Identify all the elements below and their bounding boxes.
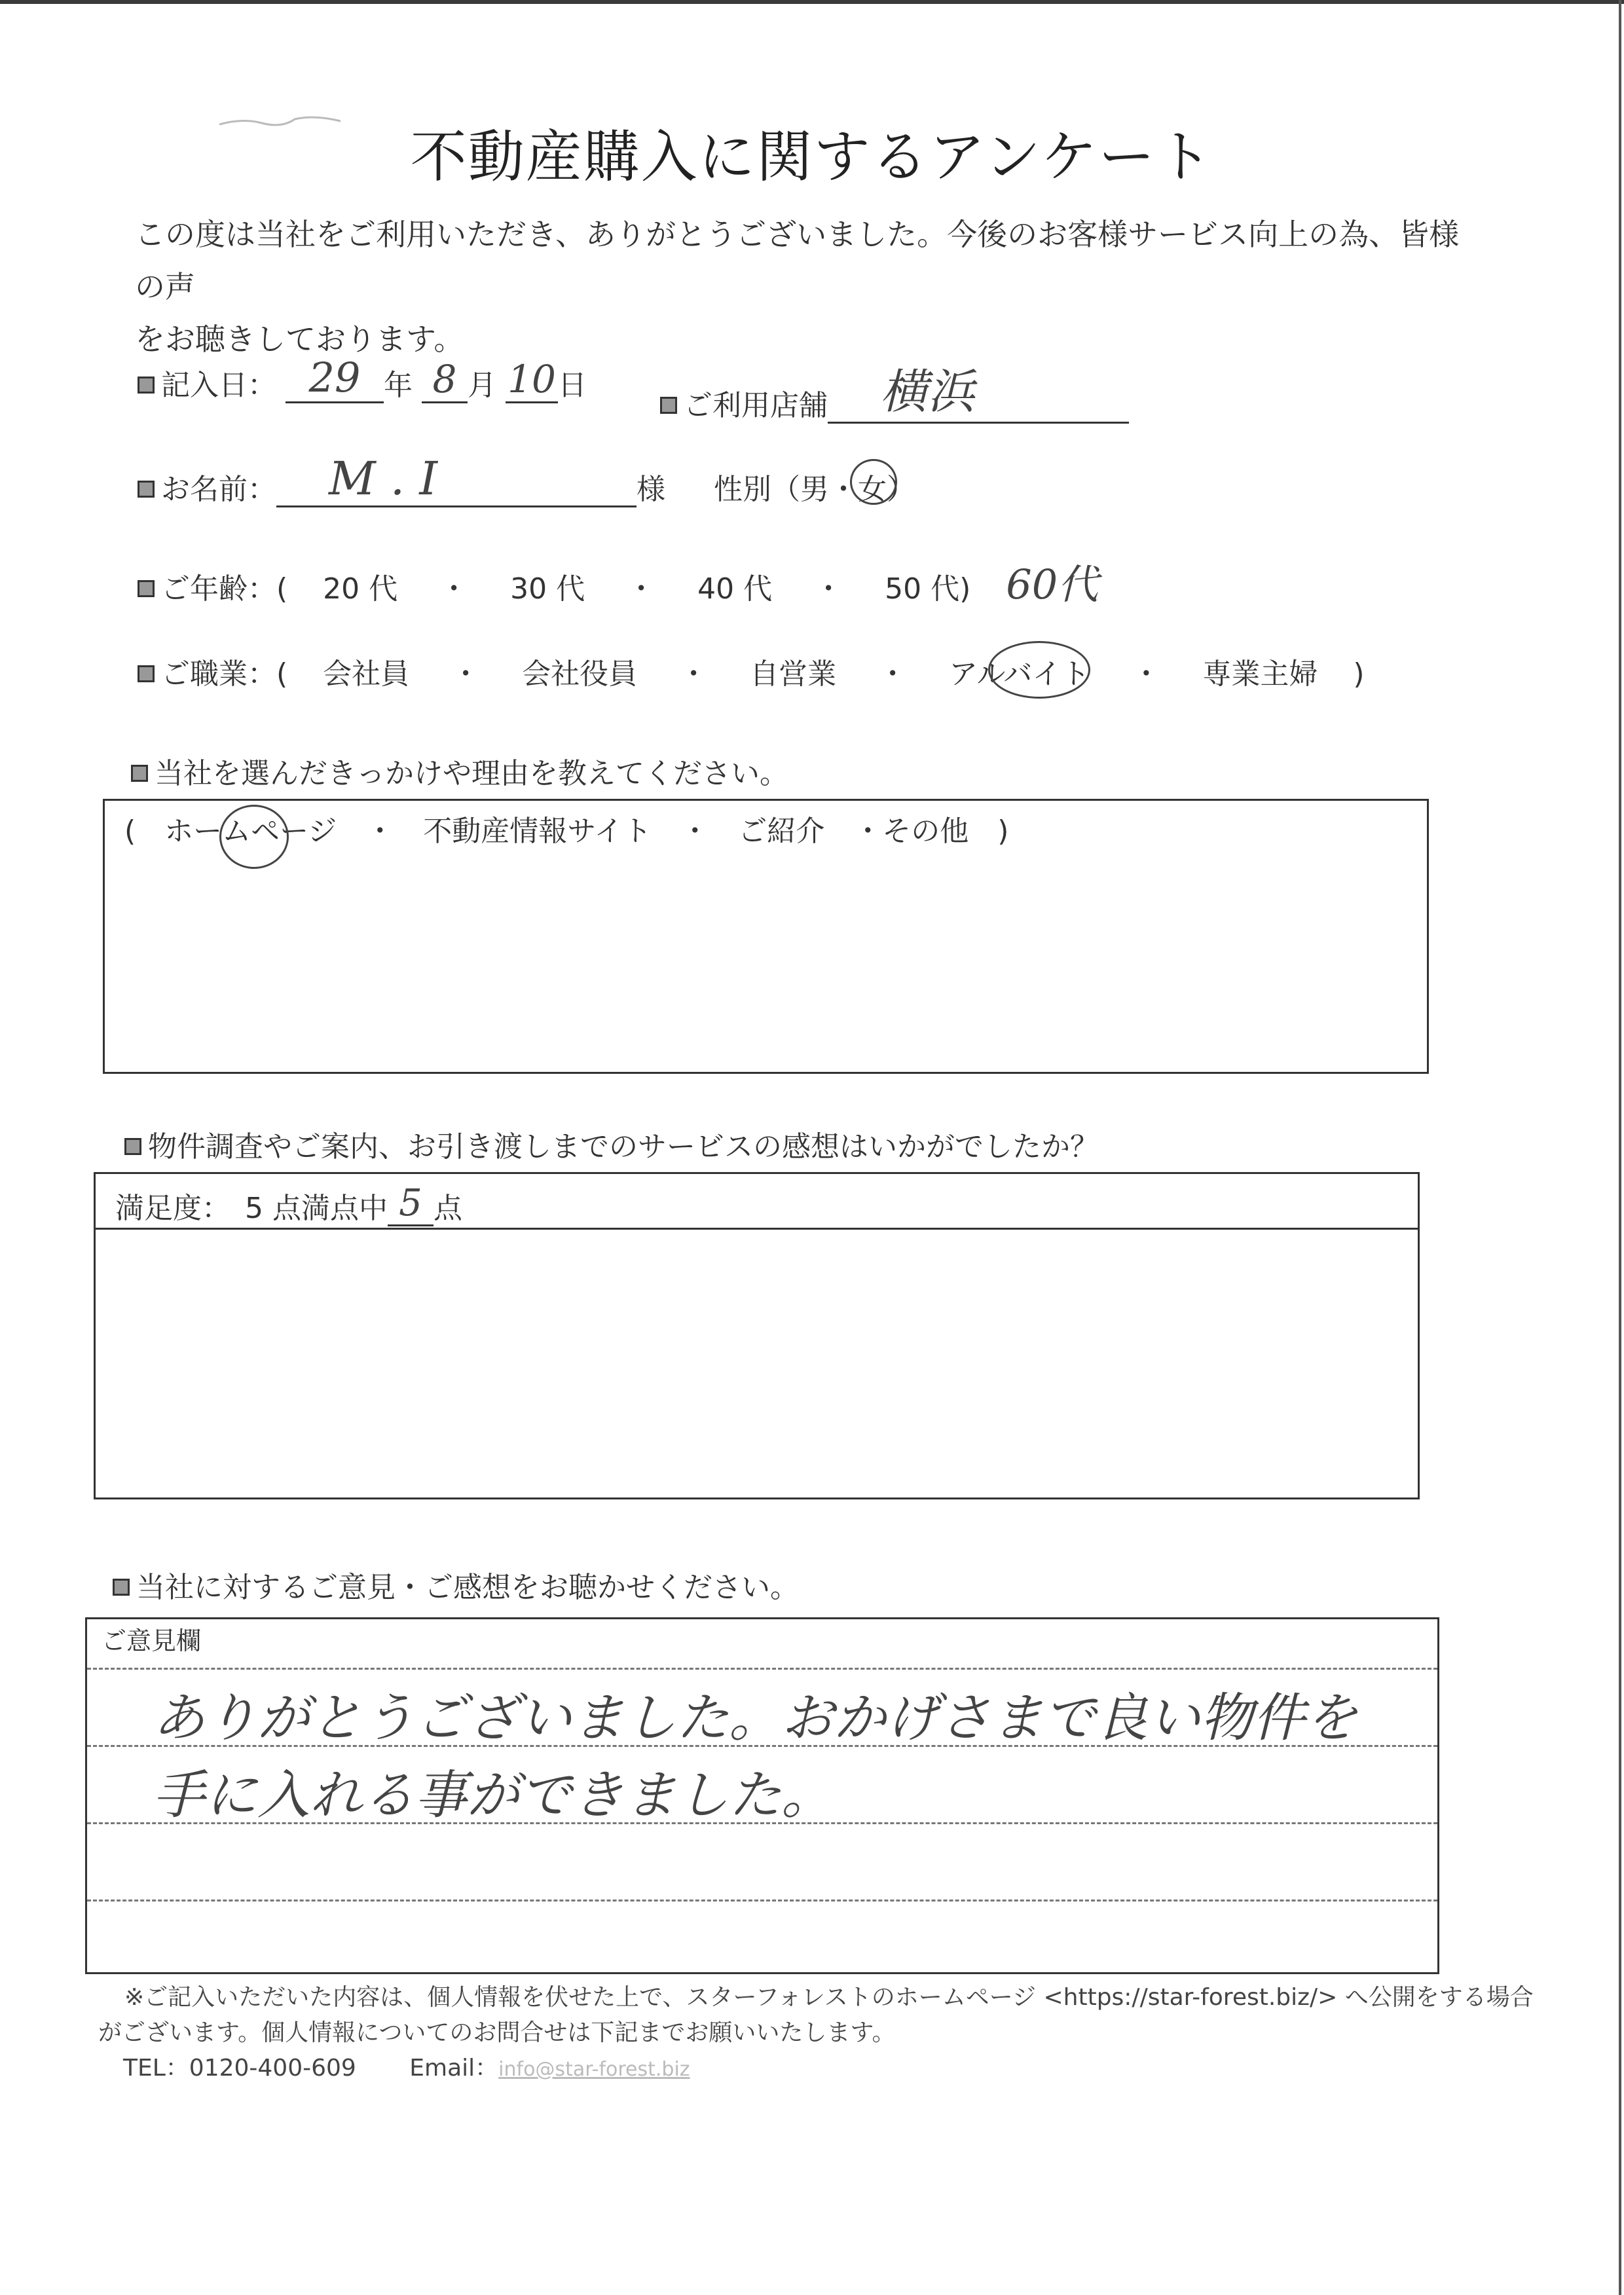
opinion-text-line-1: ありがとうございました。おかげさまで良い物件を — [153, 1687, 1357, 1748]
occupation-part-time — [949, 650, 1090, 692]
reason-options: ( ホームページ ・ 不動産情報サイト ・ ご紹介 ・その他 ) — [124, 815, 1009, 848]
age-option-40: 40 代 — [697, 572, 773, 606]
satisfaction-label: 満足度： 5 点満点中 — [115, 1192, 388, 1225]
reason-question-text: 当社を選んだきっかけや理由を教えてください。 — [155, 757, 788, 790]
occupation-label: ご職業：( — [161, 657, 288, 691]
entry-year: 29 — [286, 354, 384, 403]
age-label: ご年齢：( — [161, 572, 288, 606]
age-sep: ・ — [814, 572, 843, 606]
satisfaction-row — [115, 1182, 462, 1226]
name-label: お名前： — [161, 473, 276, 506]
entry-month: 8 — [422, 357, 468, 403]
opinion-line — [87, 1900, 1437, 1901]
intro-line-1: この度は当社をご利用いただき、ありがとうございました。今後のお客様サービス向上の為、皆様の声 — [135, 217, 1460, 304]
age-option-20: 20 代 — [323, 572, 398, 606]
day-unit: 日 — [558, 369, 587, 402]
intro-line-2: をお聴きしております。 — [135, 321, 464, 357]
page-title: 不動産購入に関するアンケート — [410, 124, 1214, 190]
name-value: M . I — [276, 452, 637, 507]
gender-female-option — [858, 466, 887, 507]
gender-label: 性別（男・ — [714, 473, 858, 506]
occupation-row — [138, 650, 1365, 692]
opinion-box — [85, 1617, 1439, 1974]
checkbox-icon — [131, 765, 148, 782]
store-value: 横浜 — [828, 354, 1129, 424]
footer-tel: TEL：0120-400-609 — [123, 2055, 356, 2082]
footer-note-line-2: がございます。個人情報についてのお問合せは下記までお願いいたします。 — [98, 2019, 896, 2046]
entry-date-label: 記入日： — [161, 369, 276, 402]
year-unit: 年 — [384, 369, 413, 402]
occupation-executive: 会社役員 — [522, 657, 638, 691]
checkbox-icon — [138, 481, 155, 498]
reason-question — [131, 750, 788, 792]
footer-email-label: Email： — [409, 2055, 499, 2082]
entry-date-row — [138, 354, 587, 403]
gender-close: ） — [887, 473, 915, 506]
checkbox-icon — [138, 665, 155, 682]
footer-contact — [123, 2049, 690, 2083]
age-handwritten: 60代 — [1006, 560, 1099, 608]
opinion-line — [87, 1668, 1437, 1670]
service-divider — [96, 1228, 1418, 1230]
scan-edge-top — [0, 0, 1624, 4]
satisfaction-unit: 点 — [433, 1192, 462, 1225]
age-row — [138, 552, 1098, 610]
occupation-sep: ・ — [451, 657, 481, 691]
entry-day: 10 — [506, 357, 558, 403]
reason-box — [103, 799, 1429, 1074]
occupation-employee: 会社員 — [323, 657, 410, 691]
name-row — [138, 452, 915, 507]
occupation-sep: ・ — [1132, 657, 1161, 691]
gender-female-text: 女 — [858, 473, 887, 506]
footer-email-link[interactable]: info@star-forest.biz — [498, 2058, 690, 2081]
opinion-box-label: ご意見欄 — [101, 1626, 202, 1655]
service-question-text: 物件調査やご案内、お引き渡しまでのサービスの感想はいかがでしたか？ — [148, 1130, 1099, 1164]
occupation-housewife: 専業主婦 — [1202, 657, 1318, 691]
age-sep: ・ — [439, 572, 469, 606]
service-box — [94, 1172, 1420, 1499]
selection-circle — [988, 641, 1090, 699]
selection-circle — [850, 459, 897, 505]
occupation-sep: ・ — [679, 657, 709, 691]
satisfaction-value: 5 — [388, 1182, 434, 1226]
opinion-question — [113, 1564, 799, 1606]
age-option-30: 30 代 — [510, 572, 585, 606]
checkbox-icon — [138, 580, 155, 597]
service-question — [124, 1123, 1099, 1165]
checkbox-icon — [124, 1138, 141, 1155]
intro-text — [135, 208, 1477, 365]
age-sep: ・ — [627, 572, 656, 606]
age-option-50: 50 代) — [885, 572, 971, 606]
opinion-question-text: 当社に対するご意見・ご感想をお聴かせください。 — [136, 1571, 799, 1604]
store-label: ご利用店舗 — [684, 389, 828, 422]
checkbox-icon — [660, 397, 677, 414]
scan-edge-right — [1619, 0, 1621, 2295]
occupation-close: ) — [1353, 657, 1365, 691]
opinion-text-line-2: 手に入れる事ができました。 — [153, 1765, 834, 1826]
store-row — [660, 354, 1129, 424]
checkbox-icon — [113, 1579, 130, 1596]
occupation-sep: ・ — [878, 657, 908, 691]
name-suffix: 様 — [637, 473, 665, 506]
month-unit: 月 — [468, 369, 496, 402]
selection-circle — [219, 805, 289, 869]
checkbox-icon — [138, 376, 155, 394]
occupation-self-employed: 自営業 — [750, 657, 837, 691]
occupation-part-time-text: アルバイト — [949, 657, 1090, 691]
footer-note-line-1: ※ご記入いただいた内容は、個人情報を伏せた上で、スターフォレストのホームページ <https://star-forest.biz/> へ公開をする場合 — [124, 1984, 1534, 2011]
